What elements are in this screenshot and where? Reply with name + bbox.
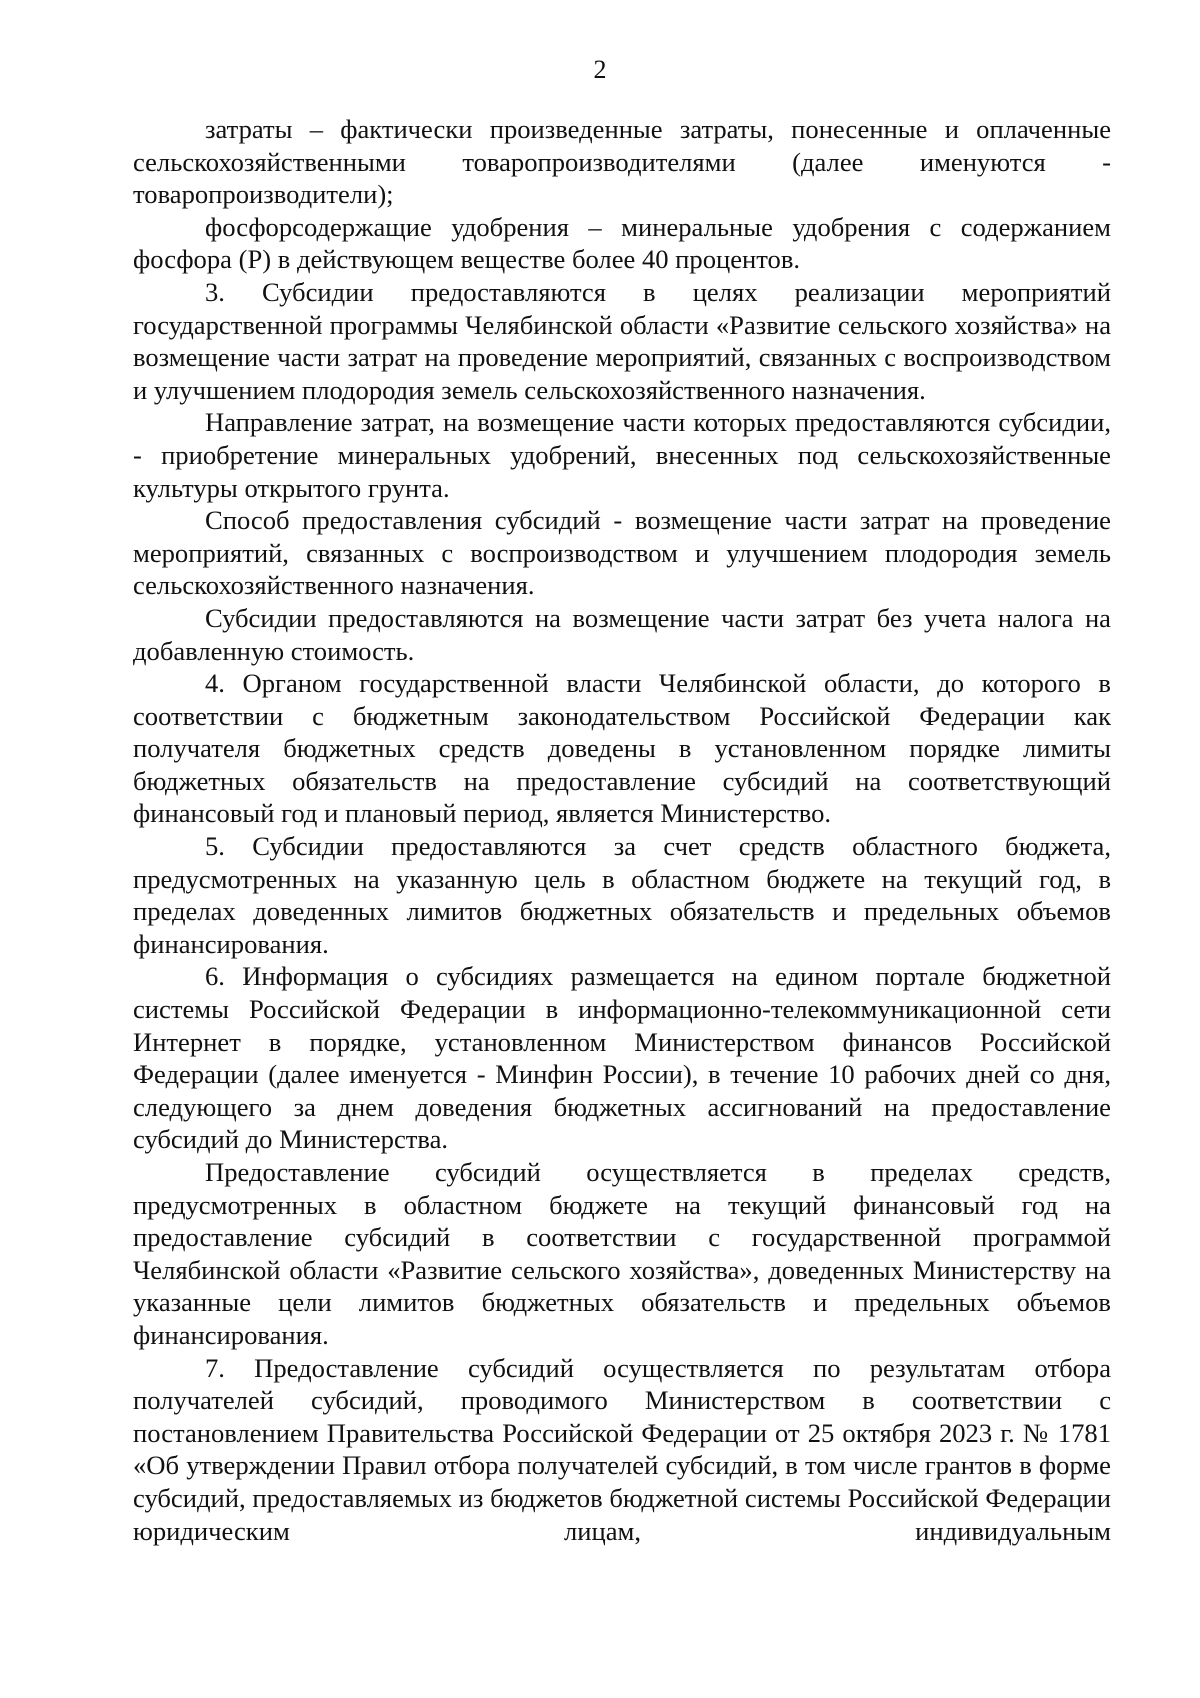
paragraph-item-7-selection: 7. Предоставление субсидий осуществляется по результатам отбора получателей субсидий, проводимого Министерством в соответствии с постановлением Правительства Российской Федерации от 25 октября 2023 г. № 1781 «Об утверждении Правил отбора получателей субсидий, в том числе грантов в форме субсидий, предоставляемых из бюджетов бюджетной системы Российской Федерации юридическим лицам, индивидуальным (133, 1352, 1111, 1546)
paragraph-item-3-purpose: 3. Субсидии предоставляются в целях реализации мероприятий государственной программы Челябинской области «Развитие сельского хозяйства» на возмещение части затрат на проведение мероприятий, связанных с воспроизводством и улучшением плодородия земель сельскохозяйственного назначения. (133, 276, 1111, 405)
paragraph-cost-direction: Направление затрат, на возмещение части которых предоставляются субсидии, - приобретение минеральных удобрений, внесенных под сельскохозяйственные культуры открытого грунта. (133, 407, 1111, 503)
paragraph-phosphorus-fertilizers-definition: фосфорсодержащие удобрения – минеральные удобрения с содержанием фосфора (P) в действующем веществе более 40 процентов. (133, 211, 1111, 275)
paragraph-item-4-authority: 4. Органом государственной власти Челябинской области, до которого в соответствии с бюджетным законодательством Российской Федерации как получателя бюджетных средств доведены в установленном порядке лимиты бюджетных обязательств на предоставление субсидий на соответствующий финансовый год и плановый период, является Министерство. (133, 668, 1111, 829)
document-body (133, 113, 1111, 1547)
paragraph-costs-definition: затраты – фактически произведенные затраты, понесенные и оплаченные сельскохозяйственными товаропроизводителями (далее именуются - товаропроизводители); (133, 114, 1111, 210)
paragraph-item-6-information: 6. Информация о субсидиях размещается на едином портале бюджетной системы Российской Федерации в информационно-телекоммуникационной сети Интернет в порядке, установленном Министерством финансов Российской Федерации (далее именуется - Минфин России), в течение 10 рабочих дней со дня, следующего за днем доведения бюджетных ассигнований на предоставление субсидий до Министерства. (133, 961, 1111, 1155)
paragraph-subsidy-method: Способ предоставления субсидий - возмещение части затрат на проведение мероприятий, связанных с воспроизводством и улучшением плодородия земель сельскохозяйственного назначения. (133, 505, 1111, 601)
paragraph-item-5-funding: 5. Субсидии предоставляются за счет средств областного бюджета, предусмотренных на указанную цель в областном бюджете на текущий год, в пределах доведенных лимитов бюджетных обязательств и предельных объемов финансирования. (133, 831, 1111, 959)
page-number: 2 (593, 55, 607, 84)
paragraph-funding-limits: Предоставление субсидий осуществляется в пределах средств, предусмотренных в областном бюджете на текущий финансовый год на предоставление субсидий в соответствии с государственной программой Челябинской области «Развитие сельского хозяйства», доведенных Министерству на указанные цели лимитов бюджетных обязательств и предельных объемов финансирования. (133, 1157, 1111, 1350)
paragraph-vat-note: Субсидии предоставляются на возмещение части затрат без учета налога на добавленную стоимость. (133, 602, 1111, 666)
